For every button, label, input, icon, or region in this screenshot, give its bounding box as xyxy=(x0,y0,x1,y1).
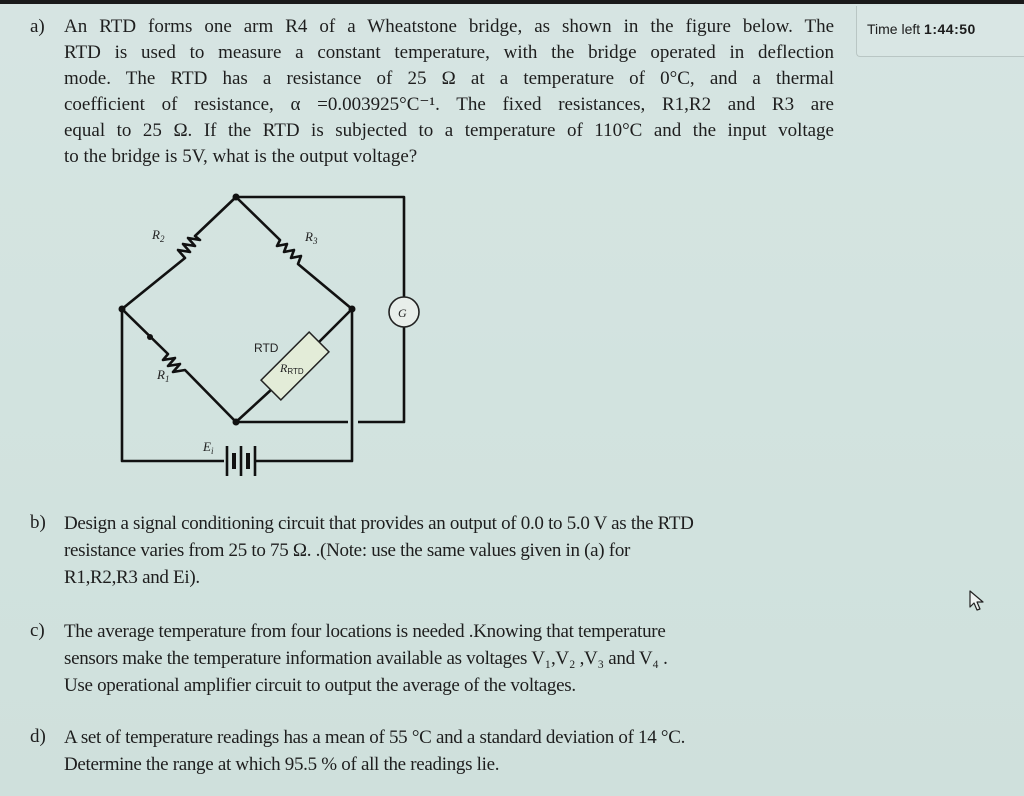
question-line: Design a signal conditioning circuit that provides an output of 0.0 to 5.0 V as the RTD xyxy=(64,513,694,534)
question-line: equal to 25 Ω. If the RTD is subjected to a temperature of 110°C and the input voltage xyxy=(64,120,834,141)
label-r1: $R_1$ xyxy=(157,367,170,384)
question-line: The average temperature from four locations is needed .Knowing that temperature xyxy=(64,621,666,642)
wire-r2 xyxy=(122,197,236,309)
question-line: resistance varies from 25 to 75 Ω. .(Note: use the same values given in (a) for xyxy=(64,540,631,561)
question-line: Use operational amplifier circuit to output the average of the voltages. xyxy=(64,675,576,696)
question-d xyxy=(30,724,685,778)
question-letter: b) xyxy=(30,512,46,533)
time-left-panel xyxy=(856,6,1024,57)
label-galvanometer: G xyxy=(398,306,407,320)
label-rtd: RTD xyxy=(254,341,279,355)
question-text xyxy=(64,14,834,170)
question-letter: a) xyxy=(30,16,45,37)
wire-r1 xyxy=(122,309,236,422)
timer-value: 1:44:50 xyxy=(924,21,976,37)
question-c xyxy=(30,618,668,699)
question-text xyxy=(64,724,685,778)
question-a xyxy=(30,14,834,170)
question-text xyxy=(64,618,668,699)
question-text xyxy=(64,510,694,591)
wire-source xyxy=(122,309,352,461)
question-line: to the bridge is 5V, what is the output voltage? xyxy=(64,146,418,167)
wire-r3 xyxy=(236,197,352,309)
label-r2: $R_2$ xyxy=(152,227,165,244)
label-source: $E_i$ xyxy=(203,439,214,456)
wheatstone-bridge-diagram xyxy=(100,184,440,484)
question-line: sensors make the temperature information available as voltages V₁,V₂ ,V₃ and V₄ . xyxy=(64,648,668,669)
question-letter: c) xyxy=(30,620,45,641)
question-line: mode. The RTD has a resistance of 25 Ω at a temperature of 0°C, and a thermal xyxy=(64,68,834,89)
label-r3: $R_3$ xyxy=(305,229,318,246)
wire-galvanometer xyxy=(236,197,404,422)
question-line: Determine the range at which 95.5 % of all the readings lie. xyxy=(64,754,500,775)
question-line: coefficient of resistance, α =0.003925°C⁻¹. The fixed resistances, R1,R2 and R3 are xyxy=(64,94,834,115)
question-letter: d) xyxy=(30,726,46,747)
mouse-pointer-icon xyxy=(969,590,985,612)
question-line: RTD is used to measure a constant temperature, with the bridge operated in deflection xyxy=(64,42,834,63)
timer-label: Time left xyxy=(867,21,921,37)
question-line: An RTD forms one arm R4 of a Wheatstone bridge, as shown in the figure below. The xyxy=(64,16,834,37)
question-line: R1,R2,R3 and Ei). xyxy=(64,567,200,588)
question-line: A set of temperature readings has a mean of 55 °C and a standard deviation of 14 °C. xyxy=(64,727,686,748)
question-panel xyxy=(0,4,850,796)
question-b xyxy=(30,510,694,591)
label-rrtd: RRTD xyxy=(280,361,304,376)
